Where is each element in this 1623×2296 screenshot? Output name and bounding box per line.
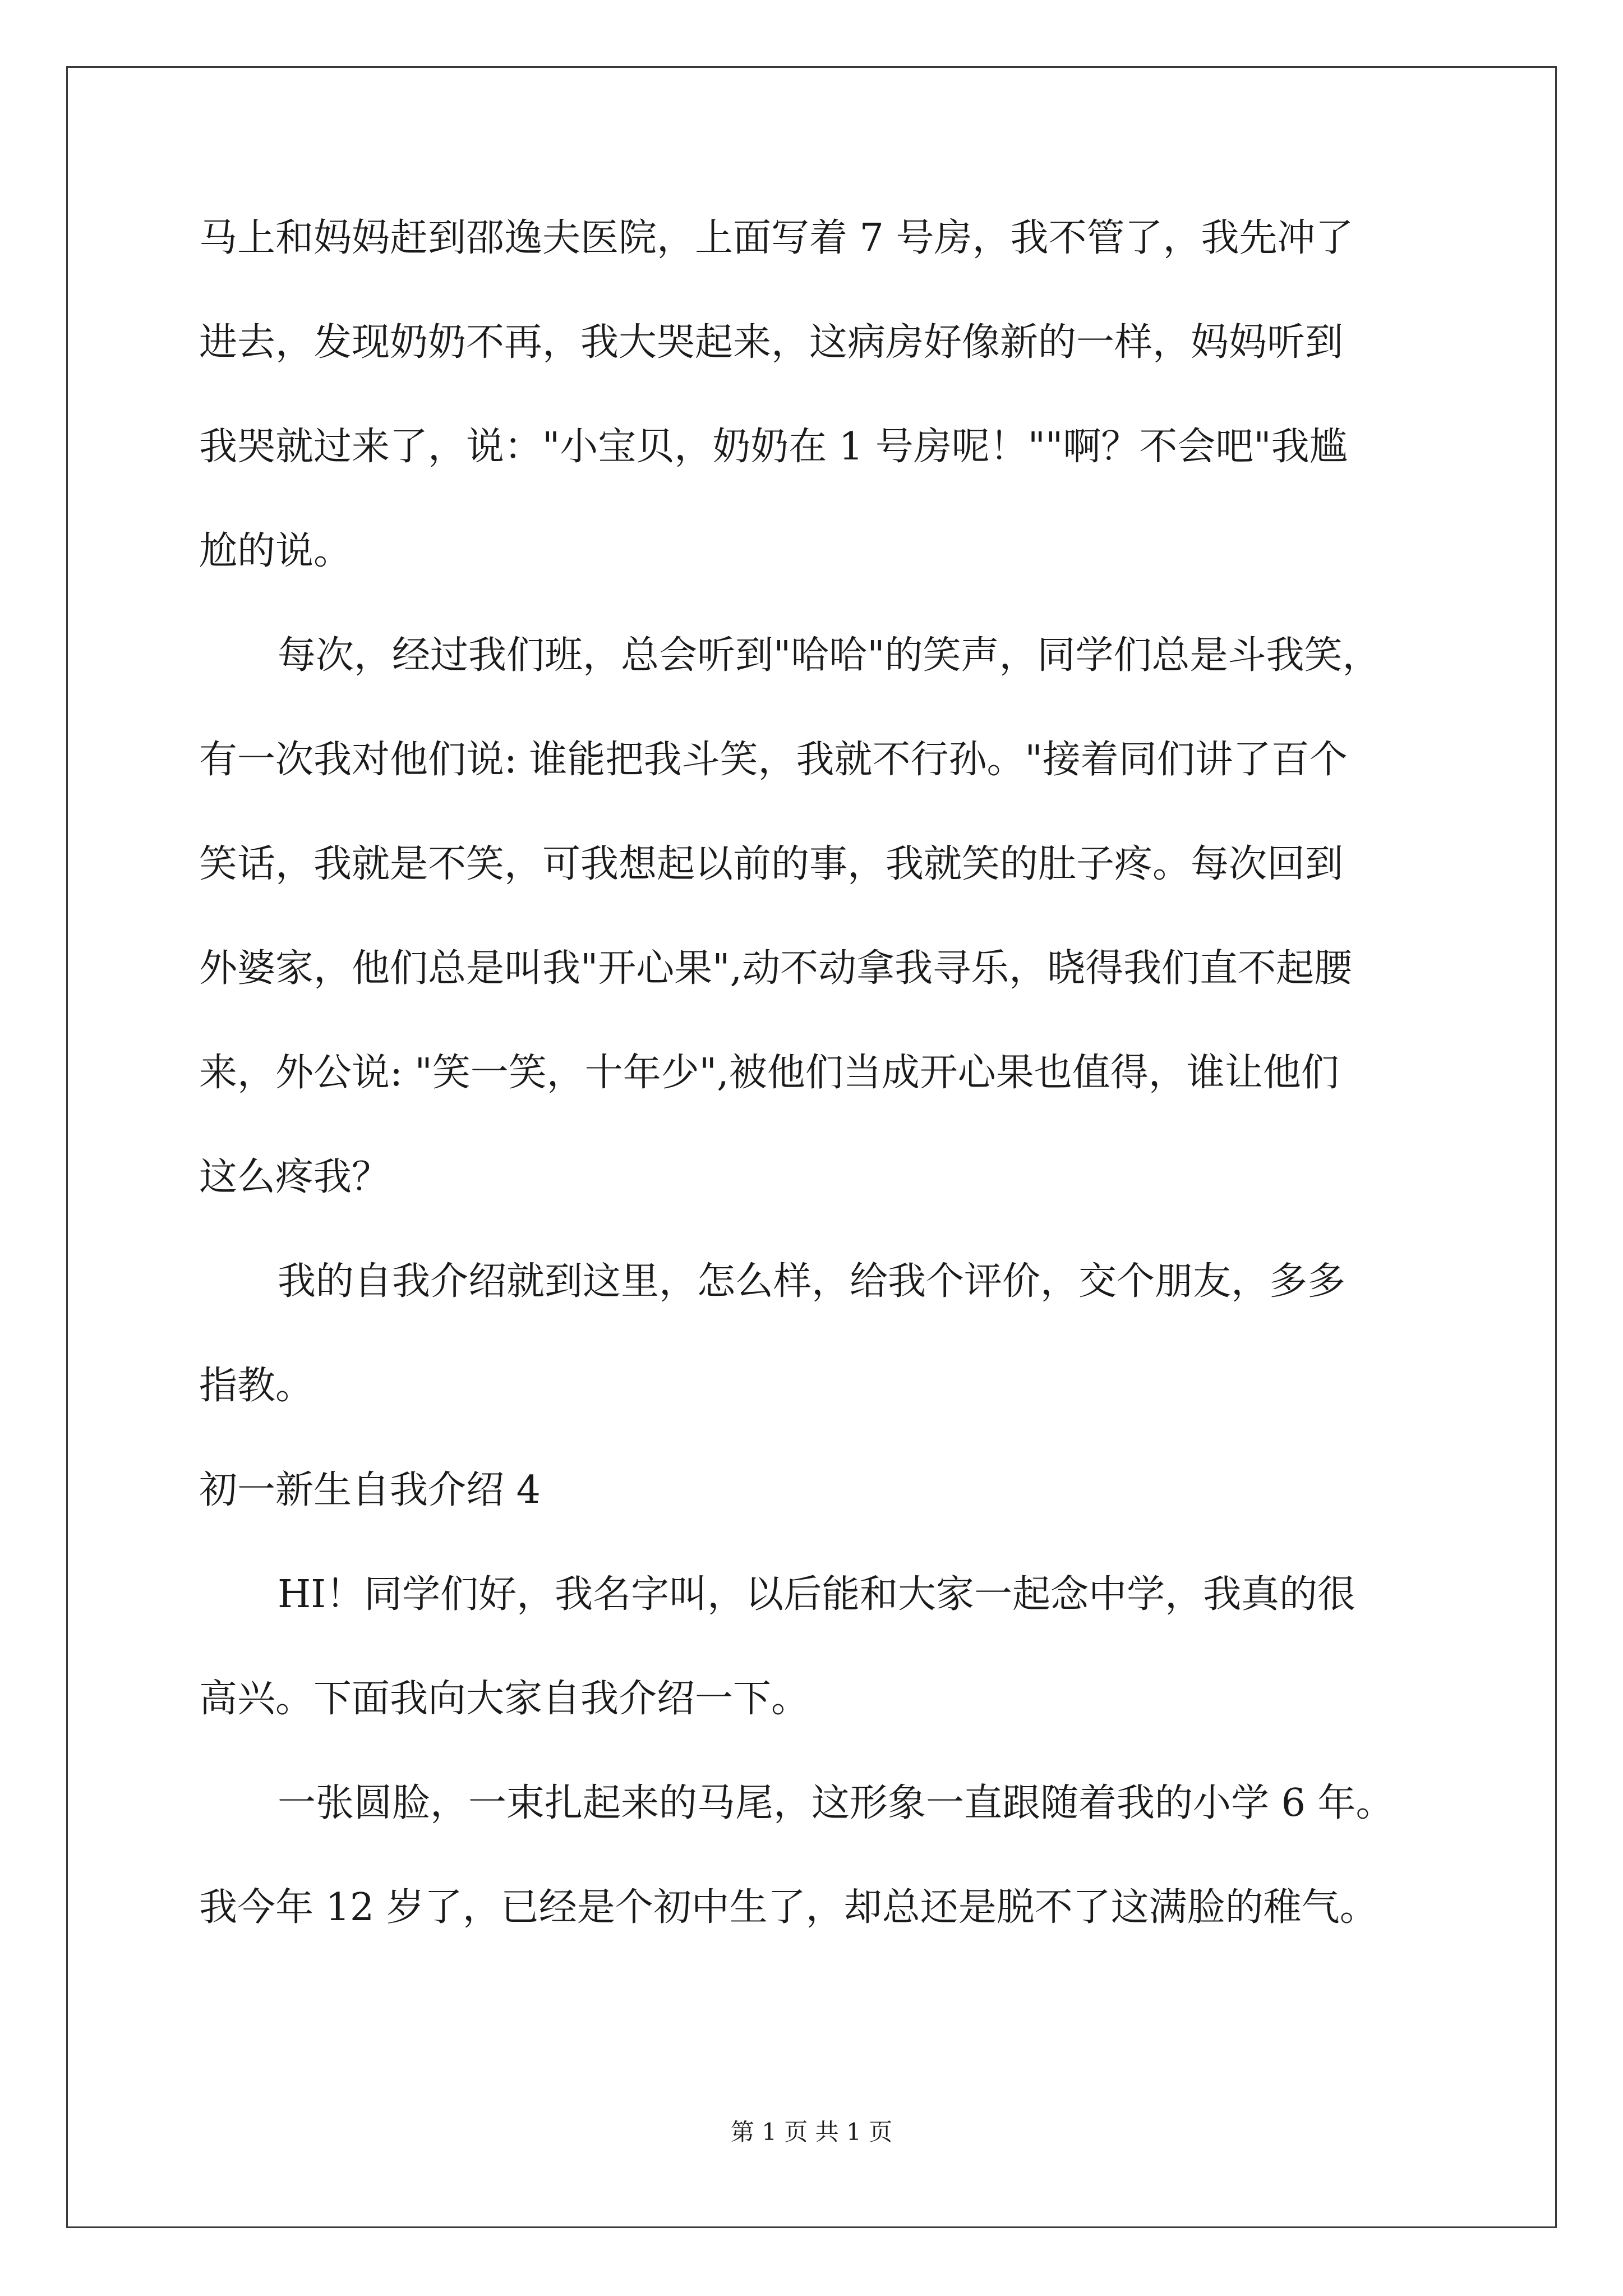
text-line: 高兴。下面我向大家自我介绍一下。 — [199, 1677, 810, 1721]
text-line: 这么疼我？ — [199, 1155, 390, 1199]
paragraph-start: 我的自我介绍就到这里，怎么样，给我个评价，交个朋友，多多 — [278, 1259, 1346, 1304]
paragraph-start: 每次，经过我们班，总会听到"哈哈"的笑声，同学们总是斗我笑， — [278, 633, 1381, 678]
text-line: 我哭就过来了，说："小宝贝，奶奶在 1 号房呢！""啊？不会吧"我尴 — [199, 425, 1348, 469]
text-line: 我今年 12 岁了，已经是个初中生了，却总还是脱不了这满脸的稚气。 — [199, 1885, 1378, 1930]
text-line: 外婆家，他们总是叫我"开心果",动不动拿我寻乐，晓得我们直不起腰 — [199, 946, 1353, 991]
section-heading: 初一新生自我介绍 4 — [199, 1468, 541, 1512]
text-line: 来，外公说: "笑一笑，十年少",被他们当成开心果也值得，谁让他们 — [199, 1051, 1339, 1095]
text-line: 笑话，我就是不笑，可我想起以前的事，我就笑的肚子疼。每次回到 — [199, 842, 1344, 886]
text-line: 指教。 — [199, 1364, 314, 1408]
text-line: 马上和妈妈赶到邵逸夫医院，上面写着 7 号房，我不管了，我先冲了 — [199, 216, 1354, 260]
text-line: 有一次我对他们说: 谁能把我斗笑，我就不行孙。"接着同们讲了百个 — [199, 738, 1348, 782]
text-line: 尬的说。 — [199, 529, 352, 573]
text-line: 进去，发现奶奶不再，我大哭起来，这病房好像新的一样，妈妈听到 — [199, 320, 1344, 365]
paragraph-start: 一张圆脸，一束扎起来的马尾，这形象一直跟随着我的小学 6 年。 — [278, 1781, 1394, 1825]
paragraph-start: HI！同学们好，我名字叫，以后能和大家一起念中学，我真的很 — [278, 1572, 1356, 1617]
page-footer: 第 1 页 共 1 页 — [730, 2118, 893, 2146]
